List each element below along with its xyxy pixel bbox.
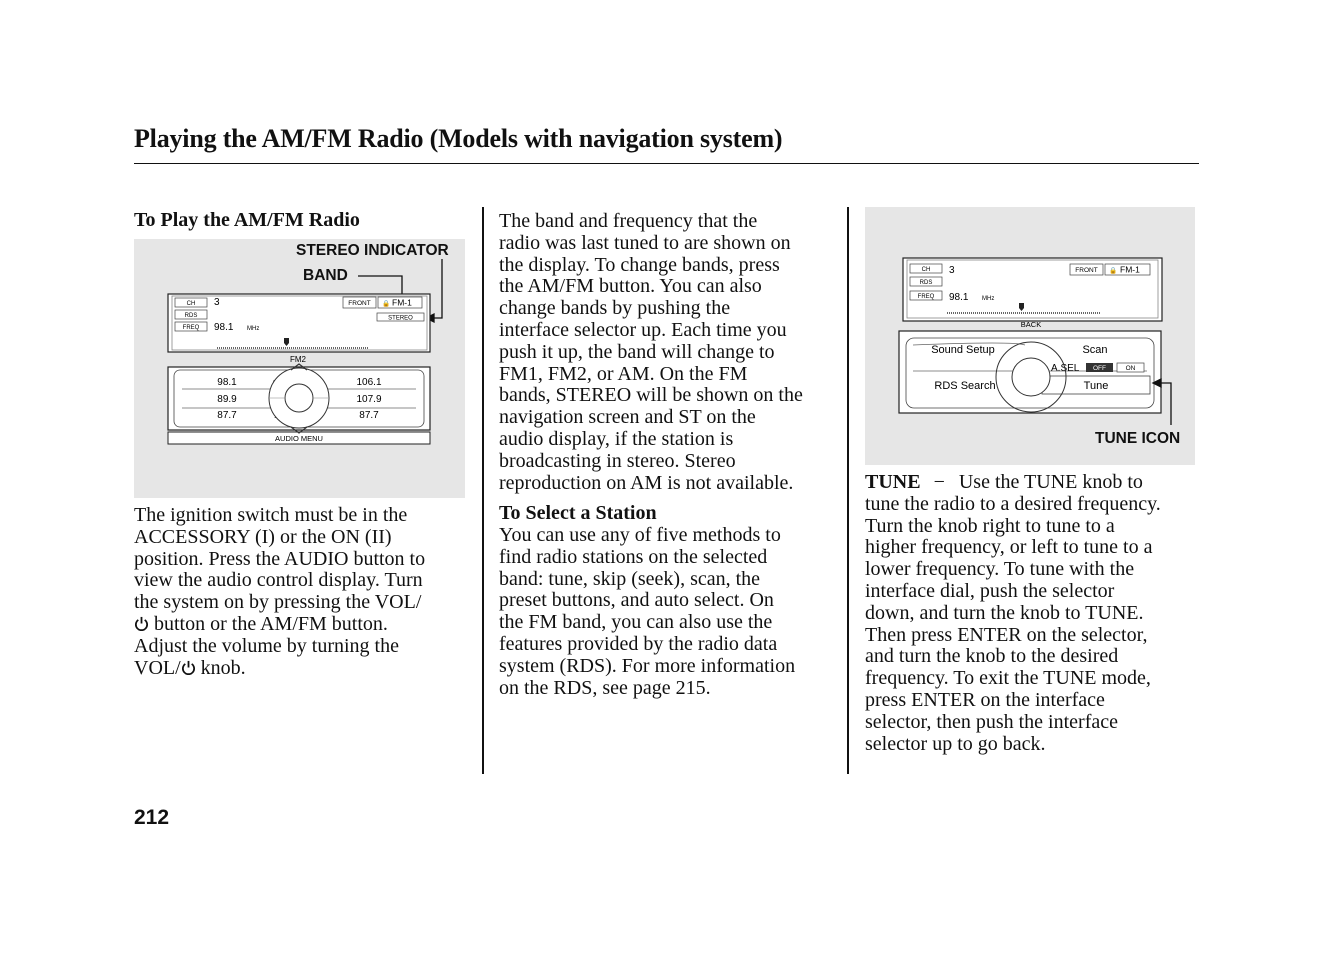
selector-band-label: FM2: [290, 355, 306, 364]
band-label: FM-1: [1120, 264, 1140, 275]
tune-term: TUNE: [865, 471, 921, 493]
tune-dash: −: [933, 471, 945, 493]
scan-item: Scan: [1082, 344, 1108, 356]
sound-setup-item: Sound Setup: [931, 344, 995, 356]
tune-display-figure: [865, 207, 1195, 465]
column-divider-right: [847, 207, 849, 774]
audio-menu-label: AUDIO MENU: [275, 434, 323, 443]
band-label: FM-1: [392, 297, 412, 308]
select-station-paragraph: You can use any of five methods to find radio stations on the selected band: tune, skip (seek), scan, the preset buttons, and auto select. On the FM band, you can also use the features provided by the radio data system (RDS). For more information on the RDS, see page 215.: [499, 524, 796, 699]
preset-5-freq: 107.9: [356, 394, 382, 405]
lock-icon: 🔒: [382, 300, 391, 308]
column-divider-left: [482, 207, 484, 774]
asel-item: A.SEL: [1051, 363, 1080, 374]
stereo-label: STEREO: [388, 315, 413, 322]
dial-knob: [1012, 358, 1050, 396]
dial-knob: [285, 384, 313, 412]
radio-display-figure: [134, 239, 465, 498]
power-icon: [134, 616, 149, 631]
frequency-unit: MHz: [982, 296, 995, 302]
preset-1-freq: 87.7: [217, 410, 237, 421]
back-label: BACK: [1020, 320, 1042, 329]
tune-paragraph: TUNE − Use the TUNE knob to tune the radio to a desired frequency. Turn the knob right to tune to a higher frequency, or left to tune to a lower frequency. To tune with the interface dial, push the selector down, and turn the knob to TUNE. Then press ENTER on the selector, and turn the knob to the desired frequency. To exit the TUNE mode, press ENTER on the interface selector, then push the interface selector up to go back.: [865, 471, 1161, 755]
off-label: OFF: [1093, 365, 1106, 372]
power-icon: [181, 660, 196, 675]
freq-label: FREQ: [917, 294, 935, 300]
callout-stereo-indicator: STEREO INDICATOR: [296, 242, 449, 259]
section-heading-play-radio: To Play the AM/FM Radio: [134, 209, 360, 231]
tune-display-diagram: [865, 207, 1195, 465]
rds-label: RDS: [184, 313, 198, 319]
preset-6-freq: 87.7: [359, 410, 379, 421]
on-label: ON: [1125, 365, 1136, 372]
radio-display-diagram: [134, 239, 465, 498]
lock-icon: 🔒: [1109, 267, 1118, 275]
frequency-unit: MHz: [247, 326, 260, 332]
ch-label: CH: [186, 301, 196, 307]
page-number: 212: [134, 806, 170, 829]
callout-tune-icon: TUNE ICON: [1095, 430, 1181, 447]
ch-label: CH: [921, 267, 931, 273]
preset-2-freq: 89.9: [217, 394, 237, 405]
front-label: FRONT: [348, 300, 371, 307]
title-rule: [134, 163, 1199, 164]
frequency-readout: 98.1: [949, 292, 969, 303]
front-label: FRONT: [1075, 267, 1098, 274]
page-title: Playing the AM/FM Radio (Models with navigation system): [134, 124, 783, 153]
channel-number: 3: [949, 265, 955, 276]
callout-band: BAND: [303, 267, 348, 284]
tune-item: Tune: [1083, 380, 1109, 392]
rds-label: RDS: [919, 280, 933, 286]
freq-label: FREQ: [182, 325, 200, 331]
ignition-paragraph: The ignition switch must be in the ACCESSORY (I) or the ON (II) position. Press the AUDIO button to view the audio control display. Turn the system on by pressing the VOL/ button or the AM/FM button. Adjust the volume by turning the VOL/ knob.: [134, 504, 426, 679]
channel-number: 3: [214, 297, 220, 308]
band-frequency-paragraph: The band and frequency that the radio was last tuned to are shown on the display. To change bands, press the AM/FM button. You can also change bands by pushing the interface selector up. Each time you push it up, the band will change to FM1, FM2, or AM. On the FM bands, STEREO will be shown on the navigation screen and ST on the audio display, if the station is broadcasting in stereo. Stereo reproduction on AM is not available.: [499, 210, 803, 494]
section-heading-select-station: To Select a Station: [499, 502, 657, 524]
rds-search-item: RDS Search: [934, 380, 996, 392]
preset-4-freq: 106.1: [356, 377, 382, 388]
frequency-readout: 98.1: [214, 322, 234, 333]
preset-3-freq: 98.1: [217, 377, 237, 388]
